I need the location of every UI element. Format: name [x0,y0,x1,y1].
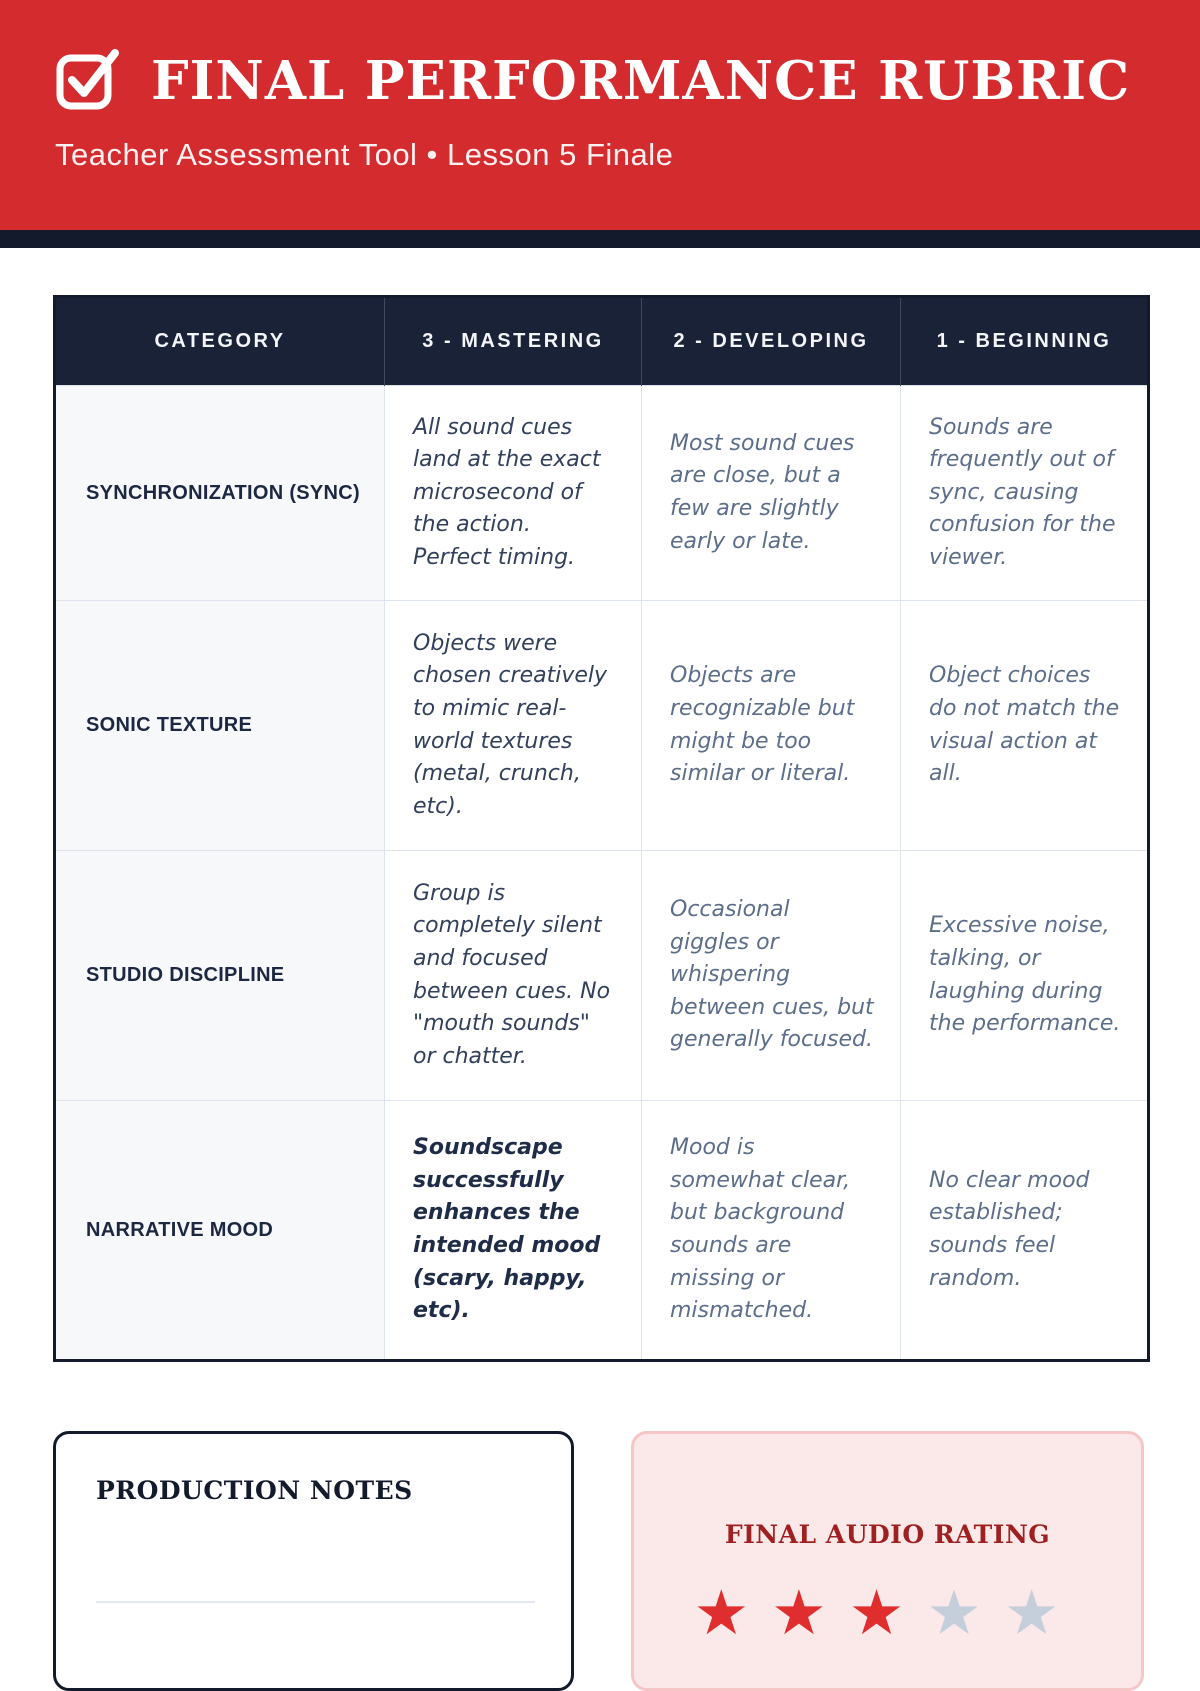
row-label-sonic-texture: SONIC TEXTURE [55,601,385,851]
cell-sync-beginning: Sounds are frequently out of sync, causing confusion for the viewer. [901,386,1149,601]
cell-mood-developing: Mood is somewhat clear, but background sounds are missing or mismatched. [642,1101,901,1361]
notes-ruled-line [96,1601,535,1603]
column-header-mastering: 3 - MASTERING [385,297,642,386]
row-label-synchronization: SYNCHRONIZATION (SYNC) [55,386,385,601]
page-header [0,0,1200,230]
cell-discipline-beginning: Excessive noise, talking, or laughing during the performance. [901,851,1149,1101]
column-header-category: CATEGORY [55,297,385,386]
cell-mood-beginning: No clear mood established; sounds feel random. [901,1101,1149,1361]
table-row [55,1101,1149,1361]
row-label-narrative-mood: NARRATIVE MOOD [55,1101,385,1361]
star-filled-icon[interactable]: ★ [771,1579,849,1648]
header-divider-bar [0,230,1200,248]
row-label-studio-discipline: STUDIO DISCIPLINE [55,851,385,1101]
column-header-developing: 2 - DEVELOPING [642,297,901,386]
table-row [55,386,1149,601]
table-row [55,851,1149,1101]
star-filled-icon[interactable]: ★ [693,1579,772,1648]
cell-texture-developing: Objects are recognizable but might be too similar or literal. [642,601,901,851]
final-audio-rating-title: FINAL AUDIO RATING [724,1520,1051,1549]
rubric-table [53,295,1150,1362]
cell-texture-beginning: Object choices do not match the visual action at all. [901,601,1149,851]
cell-sync-mastering: All sound cues land at the exact microsecond of the action. Perfect timing. [385,386,642,601]
star-empty-icon[interactable]: ★ [1003,1579,1082,1648]
star-filled-icon[interactable]: ★ [848,1579,927,1648]
page-subtitle: Teacher Assessment Tool • Lesson 5 Finale [55,137,674,172]
cell-sync-developing: Most sound cues are close, but a few are slightly early or late. [642,386,901,601]
cell-texture-mastering: Objects were chosen creatively to mimic real-world textures (metal, crunch, etc). [385,601,642,851]
column-header-beginning: 1 - BEGINNING [901,297,1149,386]
page-title: FINAL PERFORMANCE RUBRIC [151,49,1131,112]
production-notes-title: PRODUCTION NOTES [96,1476,413,1505]
table-row [55,601,1149,851]
cell-mood-mastering: Soundscape successfully enhances the intended mood (scary, happy, etc). [385,1101,642,1361]
cell-discipline-developing: Occasional giggles or whispering between cues, but generally focused. [642,851,901,1101]
star-row [634,1579,1141,1648]
cell-discipline-mastering: Group is completely silent and focused between cues. No "mouth sounds" or chatter. [385,851,642,1101]
final-audio-rating-panel [631,1431,1144,1691]
check-square-icon [55,44,121,117]
star-empty-icon[interactable]: ★ [926,1579,1004,1648]
rubric-header-row [55,297,1149,386]
production-notes-panel [53,1431,574,1691]
